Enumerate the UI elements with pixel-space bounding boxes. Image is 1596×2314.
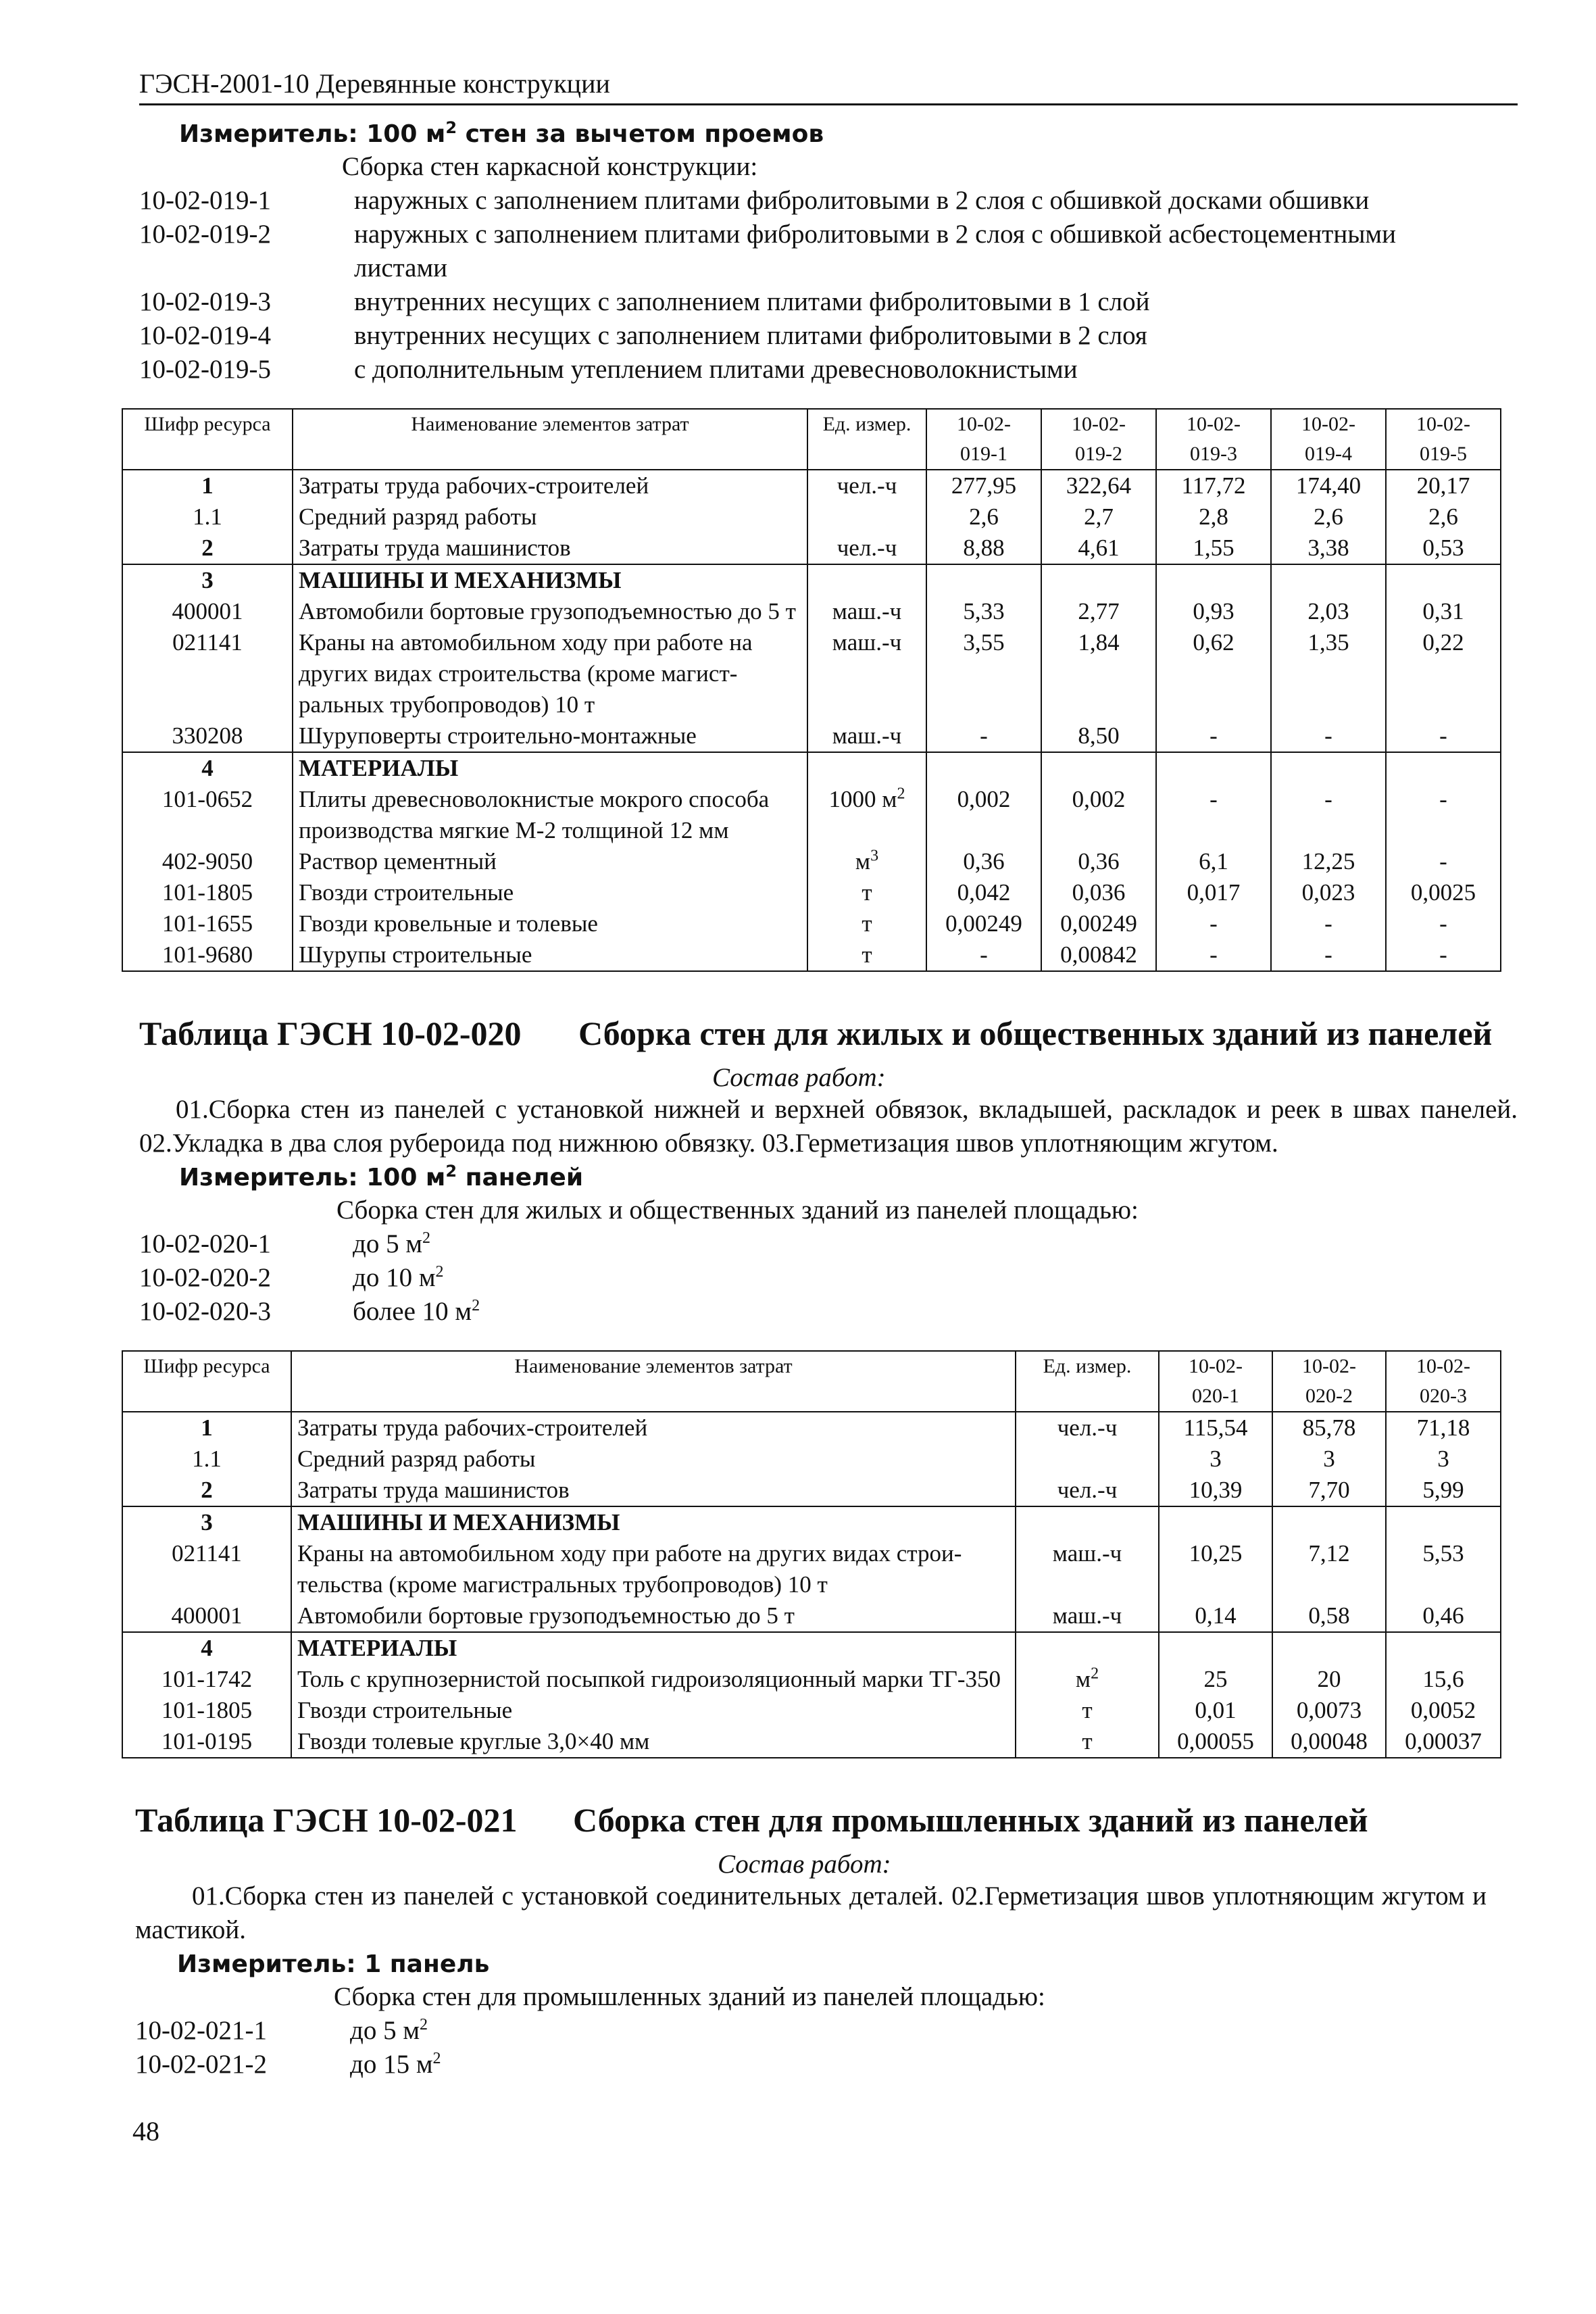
cell-value: 6,1 xyxy=(1156,846,1271,877)
cell-value: 20,17 xyxy=(1386,470,1501,501)
cell-value: - xyxy=(1156,939,1271,971)
cell-name: Средний разряд работы xyxy=(293,501,807,533)
variants-intro: Сборка стен для промышленных зданий из панелей площадью: xyxy=(334,1982,1045,2011)
table-subject: Сборка стен для жилых и общественных зданий из панелей xyxy=(578,1014,1493,1052)
table-row xyxy=(122,1600,1501,1632)
table-row xyxy=(122,1695,1501,1726)
header-col: 10-02- 020-3 xyxy=(1386,1351,1501,1412)
table-row xyxy=(122,908,1501,939)
table-row-cont xyxy=(122,658,1501,689)
cell-value: 5,33 xyxy=(926,596,1041,627)
cell-unit: чел.-ч xyxy=(807,533,926,564)
variant-row xyxy=(139,1261,1518,1295)
cell-code: 101-1805 xyxy=(122,877,293,908)
cell-value: 2,77 xyxy=(1041,596,1156,627)
cell-unit: маш.-ч xyxy=(807,720,926,752)
cell-value: 0,0073 xyxy=(1272,1695,1386,1726)
cell-value: - xyxy=(1386,720,1501,752)
variant-desc: до 15 $м^2$ xyxy=(350,2050,441,2079)
cell-name: Шурупы строительные xyxy=(293,939,807,971)
header-col: 10-02- 020-2 xyxy=(1272,1351,1386,1412)
header-col: 10-02- 019-5 xyxy=(1386,409,1501,470)
cell-unit: маш.-ч xyxy=(1016,1538,1159,1569)
cell-code: 402-9050 xyxy=(122,846,293,877)
cell-value: 0,042 xyxy=(926,877,1041,908)
cell-value: 0,22 xyxy=(1386,627,1501,658)
cell-value: - xyxy=(1271,784,1386,815)
cell-code: 021141 xyxy=(122,1538,291,1569)
cell-value: 0,62 xyxy=(1156,627,1271,658)
section-row xyxy=(122,752,1501,784)
cell-value: 8,50 xyxy=(1041,720,1156,752)
cell-code: 2 xyxy=(122,533,293,564)
cell-value: 3 xyxy=(1386,1444,1501,1475)
variant-code: 10-02-020-3 xyxy=(139,1297,271,1326)
cell-unit: чел.-ч xyxy=(1016,1475,1159,1506)
cell-value: 117,72 xyxy=(1156,470,1271,501)
table-row xyxy=(122,1726,1501,1758)
cell-value: - xyxy=(1271,720,1386,752)
table-title: Таблица ГЭСН 10-02-021 xyxy=(135,1801,518,1839)
cell-value: 0,00048 xyxy=(1272,1726,1386,1758)
variant-row xyxy=(139,218,1518,251)
cell-name: Толь с крупнозернистой посыпкой гидроизоляционный марки ТГ-350 xyxy=(291,1664,1016,1695)
cell-code: 1 xyxy=(122,1412,291,1444)
header-code: Шифр ресурса xyxy=(122,409,293,470)
cell-unit xyxy=(807,501,926,533)
header-col: 10-02- 019-1 xyxy=(926,409,1041,470)
cell-code: 2 xyxy=(122,1475,291,1506)
table-row xyxy=(122,939,1501,971)
cell-value: 322,64 xyxy=(1041,470,1156,501)
table-row xyxy=(122,596,1501,627)
header-code: Шифр ресурса xyxy=(122,1351,291,1412)
cell-value: 0,00249 xyxy=(1041,908,1156,939)
measure-line xyxy=(179,1164,583,1191)
table-row xyxy=(122,533,1501,564)
measure-sup: 2 xyxy=(445,1162,457,1181)
variants-list xyxy=(135,1980,1514,2082)
variant-desc: более 10 $м^2$ xyxy=(353,1297,480,1326)
variant-desc: до 5 $м^2$ xyxy=(350,2016,428,2045)
cell-name: Средний разряд работы xyxy=(291,1444,1016,1475)
measure-line xyxy=(179,120,824,148)
variant-code: 10-02-019-2 xyxy=(139,220,271,249)
cell-value: 0,00842 xyxy=(1041,939,1156,971)
cell-code: 1.1 xyxy=(122,1444,291,1475)
cell-unit: маш.-ч xyxy=(807,596,926,627)
cell-name: тельства (кроме магистральных трубопроводов) 10 т xyxy=(291,1569,1016,1600)
table-header xyxy=(122,409,1501,470)
table-row xyxy=(122,877,1501,908)
cell-value: 0,31 xyxy=(1386,596,1501,627)
table-row xyxy=(122,1538,1501,1569)
header-col: 10-02- 019-4 xyxy=(1271,409,1386,470)
header-col: 10-02- 020-1 xyxy=(1159,1351,1272,1412)
cell-name: Затраты труда машинистов xyxy=(291,1475,1016,1506)
cell-value: 0,017 xyxy=(1156,877,1271,908)
cell-value: 1,35 xyxy=(1271,627,1386,658)
cell-unit: т xyxy=(1016,1726,1159,1758)
cell-unit: маш.-ч xyxy=(1016,1600,1159,1632)
table-row xyxy=(122,627,1501,658)
table-row xyxy=(122,1664,1501,1695)
resource-table-019 xyxy=(122,408,1501,972)
cell-value: 0,00249 xyxy=(926,908,1041,939)
variant-desc: листами xyxy=(354,253,448,282)
cell-name: Автомобили бортовые грузоподъемностью до 5 т xyxy=(291,1600,1016,1632)
resource-table-020 xyxy=(122,1350,1501,1758)
section-title: МАТЕРИАЛЫ xyxy=(291,1632,1016,1664)
cell-unit: чел.-ч xyxy=(807,470,926,501)
cell-code: 1 xyxy=(122,470,293,501)
table-row-cont xyxy=(122,815,1501,846)
table-row-cont xyxy=(122,1569,1501,1600)
section-row xyxy=(122,564,1501,596)
cell-value: 0,00037 xyxy=(1386,1726,1501,1758)
cell-value: 8,88 xyxy=(926,533,1041,564)
cell-code: 4 xyxy=(122,752,293,784)
cell-name: Затраты труда машинистов xyxy=(293,533,807,564)
cell-value: 0,023 xyxy=(1271,877,1386,908)
variant-desc: наружных с заполнением плитами фибролитовыми в 2 слоя с обшивкой досками обшивки xyxy=(354,186,1370,215)
cell-code: 101-0195 xyxy=(122,1726,291,1758)
cell-name: Гвозди толевые круглые 3,0×40 мм xyxy=(291,1726,1016,1758)
cell-code: 101-0652 xyxy=(122,784,293,815)
variant-row xyxy=(139,319,1518,353)
variant-desc: внутренних несущих с заполнением плитами фибролитовыми в 2 слоя xyxy=(354,321,1147,350)
cell-value: 0,002 xyxy=(1041,784,1156,815)
header-col: 10-02- 019-2 xyxy=(1041,409,1156,470)
variant-row xyxy=(139,1295,1518,1329)
cell-value: 15,6 xyxy=(1386,1664,1501,1695)
cell-value: 0,36 xyxy=(1041,846,1156,877)
cell-code: 400001 xyxy=(122,1600,291,1632)
cell-value: 20 xyxy=(1272,1664,1386,1695)
cell-name: Затраты труда рабочих-строителей xyxy=(291,1412,1016,1444)
section-title: МАТЕРИАЛЫ xyxy=(293,752,807,784)
table-row xyxy=(122,1444,1501,1475)
cell-value: 10,25 xyxy=(1159,1538,1272,1569)
variant-code: 10-02-019-3 xyxy=(139,287,271,316)
cell-unit: 1000 $м^2$ xyxy=(807,784,926,815)
cell-name: Гвозди строительные xyxy=(293,877,807,908)
cell-value: 7,70 xyxy=(1272,1475,1386,1506)
variant-code: 10-02-019-4 xyxy=(139,321,271,350)
header-unit: Ед. измер. xyxy=(1016,1351,1159,1412)
variant-code: 10-02-019-1 xyxy=(139,186,271,215)
composition-text: 01.Сборка стен из панелей с установкой нижней и верхней обвязок, вкладышей, раскладок и реек в швах панелей. 02.Укладка в два слоя рубероида под нижнюю обвязку. 03.Герметизация швов уплотняющим жгутом. xyxy=(139,1095,1518,1158)
variant-code: 10-02-019-5 xyxy=(139,355,271,384)
cell-value: 71,18 xyxy=(1386,1412,1501,1444)
variants-list xyxy=(139,150,1518,387)
measure-label: Измеритель: 100 м xyxy=(179,1164,446,1191)
cell-name: Раствор цементный xyxy=(293,846,807,877)
cell-code: 101-1805 xyxy=(122,1695,291,1726)
cell-unit: чел.-ч xyxy=(1016,1412,1159,1444)
page-number: 48 xyxy=(132,2116,159,2146)
section-title: МАШИНЫ И МЕХАНИЗМЫ xyxy=(293,564,807,596)
cell-unit xyxy=(1016,1444,1159,1475)
cell-name: ральных трубопроводов) 10 т xyxy=(293,689,807,720)
composition-label: Состав работ: xyxy=(712,1063,886,1092)
section-title: МАШИНЫ И МЕХАНИЗМЫ xyxy=(291,1506,1016,1538)
cell-code: 3 xyxy=(122,1506,291,1538)
cell-value: 0,002 xyxy=(926,784,1041,815)
measure-label: Измеритель: 100 м xyxy=(179,120,446,148)
variant-row xyxy=(139,184,1518,218)
cell-value: 0,14 xyxy=(1159,1600,1272,1632)
cell-unit: маш.-ч xyxy=(807,627,926,658)
cell-name: Гвозди строительные xyxy=(291,1695,1016,1726)
cell-value: 1,84 xyxy=(1041,627,1156,658)
cell-value: 0,01 xyxy=(1159,1695,1272,1726)
cell-name: производства мягкие М-2 толщиной 12 мм xyxy=(293,815,807,846)
cell-value: - xyxy=(1156,908,1271,939)
variant-row xyxy=(139,1227,1518,1261)
cell-value: 0,36 xyxy=(926,846,1041,877)
cell-name: Краны на автомобильном ходу при работе на xyxy=(293,627,807,658)
section-row xyxy=(122,1632,1501,1664)
table-row xyxy=(122,720,1501,752)
cell-unit: т xyxy=(1016,1695,1159,1726)
variant-desc: до 5 $м^2$ xyxy=(353,1229,431,1258)
cell-value: 85,78 xyxy=(1272,1412,1386,1444)
measure-tail: стен за вычетом проемов xyxy=(457,120,824,148)
variant-desc: с дополнительным утеплением плитами древесноволокнистыми xyxy=(354,355,1078,384)
variant-desc: внутренних несущих с заполнением плитами фибролитовыми в 1 слой xyxy=(354,287,1150,316)
cell-name: Шуруповерты строительно-монтажные xyxy=(293,720,807,752)
variant-row xyxy=(135,2048,1514,2082)
cell-value: 1,55 xyxy=(1156,533,1271,564)
variant-code: 10-02-020-1 xyxy=(139,1229,271,1258)
measure-tail: панелей xyxy=(457,1164,584,1191)
composition-text: 01.Сборка стен из панелей с установкой соединительных деталей. 02.Герметизация швов уплотняющим жгутом и мастикой. xyxy=(135,1881,1487,1944)
cell-value: - xyxy=(1271,939,1386,971)
cell-value: 2,6 xyxy=(926,501,1041,533)
cell-code: 101-1742 xyxy=(122,1664,291,1695)
cell-code: 101-9680 xyxy=(122,939,293,971)
cell-value: - xyxy=(1271,908,1386,939)
header-unit: Ед. измер. xyxy=(807,409,926,470)
variant-row xyxy=(135,2014,1514,2048)
cell-name: Плиты древесноволокнистые мокрого способа xyxy=(293,784,807,815)
cell-value: 0,00055 xyxy=(1159,1726,1272,1758)
cell-code: 101-1655 xyxy=(122,908,293,939)
cell-name: Автомобили бортовые грузоподъемностью до 5 т xyxy=(293,596,807,627)
cell-value: 3 xyxy=(1272,1444,1386,1475)
cell-code: 1.1 xyxy=(122,501,293,533)
cell-value: - xyxy=(1386,846,1501,877)
cell-value: 277,95 xyxy=(926,470,1041,501)
header-name: Наименование элементов затрат xyxy=(293,409,807,470)
cell-value: 5,53 xyxy=(1386,1538,1501,1569)
variant-code: 10-02-020-2 xyxy=(139,1263,271,1292)
table-subject: Сборка стен для промышленных зданий из панелей xyxy=(573,1801,1368,1839)
cell-unit: т xyxy=(807,908,926,939)
cell-value: 115,54 xyxy=(1159,1412,1272,1444)
cell-value: 4,61 xyxy=(1041,533,1156,564)
cell-value: 10,39 xyxy=(1159,1475,1272,1506)
cell-value: - xyxy=(926,939,1041,971)
cell-unit: т xyxy=(807,939,926,971)
cell-value: 0,46 xyxy=(1386,1600,1501,1632)
variant-code: 10-02-021-2 xyxy=(135,2050,267,2079)
running-header: ГЭСН-2001-10 Деревянные конструкции xyxy=(139,68,1518,105)
cell-value: 0,53 xyxy=(1386,533,1501,564)
cell-value: 2,03 xyxy=(1271,596,1386,627)
cell-value: 5,99 xyxy=(1386,1475,1501,1506)
cell-value: 7,12 xyxy=(1272,1538,1386,1569)
cell-name: других видах строительства (кроме магист- xyxy=(293,658,807,689)
table-title: Таблица ГЭСН 10-02-020 xyxy=(139,1014,522,1052)
variant-row-cont xyxy=(139,251,1518,285)
cell-code: 3 xyxy=(122,564,293,596)
table-row xyxy=(122,1412,1501,1444)
cell-value: 3,55 xyxy=(926,627,1041,658)
cell-value: 2,8 xyxy=(1156,501,1271,533)
header-col: 10-02- 019-3 xyxy=(1156,409,1271,470)
table-row-cont xyxy=(122,689,1501,720)
variant-code: 10-02-021-1 xyxy=(135,2016,267,2045)
cell-value: 0,036 xyxy=(1041,877,1156,908)
cell-value: 2,7 xyxy=(1041,501,1156,533)
cell-name: Краны на автомобильном ходу при работе на других видах строи- xyxy=(291,1538,1016,1569)
cell-value: 0,93 xyxy=(1156,596,1271,627)
table-row xyxy=(122,784,1501,815)
variants-list xyxy=(139,1193,1518,1329)
variant-row xyxy=(139,353,1518,387)
cell-value: 25 xyxy=(1159,1664,1272,1695)
table-row xyxy=(122,846,1501,877)
section-row xyxy=(122,1506,1501,1538)
cell-name: Гвозди кровельные и толевые xyxy=(293,908,807,939)
cell-unit: т xyxy=(807,877,926,908)
cell-unit: $м^3$ xyxy=(807,846,926,877)
cell-value: 12,25 xyxy=(1271,846,1386,877)
cell-value: 0,58 xyxy=(1272,1600,1386,1632)
table-header xyxy=(122,1351,1501,1412)
variants-intro: Сборка стен для жилых и общественных зданий из панелей площадью: xyxy=(336,1196,1139,1225)
measure-line: Измеритель: 1 панель xyxy=(177,1950,490,1978)
cell-value: 0,0052 xyxy=(1386,1695,1501,1726)
cell-value: - xyxy=(1156,720,1271,752)
cell-value: 3 xyxy=(1159,1444,1272,1475)
cell-code: 330208 xyxy=(122,720,293,752)
variant-desc: до 10 $м^2$ xyxy=(353,1263,444,1292)
cell-value: - xyxy=(1386,939,1501,971)
cell-code: 400001 xyxy=(122,596,293,627)
cell-value: - xyxy=(1386,784,1501,815)
cell-code: 021141 xyxy=(122,627,293,658)
cell-unit: $м^2$ xyxy=(1016,1664,1159,1695)
composition-label: Состав работ: xyxy=(718,1850,891,1879)
measure-sup: 2 xyxy=(445,118,457,137)
cell-value: 0,0025 xyxy=(1386,877,1501,908)
variant-desc: наружных с заполнением плитами фибролитовыми в 2 слоя с обшивкой асбестоцементными xyxy=(354,220,1396,249)
header-name: Наименование элементов затрат xyxy=(291,1351,1016,1412)
cell-value: - xyxy=(1156,784,1271,815)
variants-intro: Сборка стен каркасной конструкции: xyxy=(342,152,758,181)
variant-row xyxy=(139,285,1518,319)
cell-value: - xyxy=(926,720,1041,752)
cell-value: 2,6 xyxy=(1386,501,1501,533)
cell-code: 4 xyxy=(122,1632,291,1664)
cell-value: - xyxy=(1386,908,1501,939)
table-row xyxy=(122,1475,1501,1506)
cell-name: Затраты труда рабочих-строителей xyxy=(293,470,807,501)
cell-value: 3,38 xyxy=(1271,533,1386,564)
table-row xyxy=(122,470,1501,501)
table-row xyxy=(122,501,1501,533)
cell-value: 2,6 xyxy=(1271,501,1386,533)
cell-value: 174,40 xyxy=(1271,470,1386,501)
